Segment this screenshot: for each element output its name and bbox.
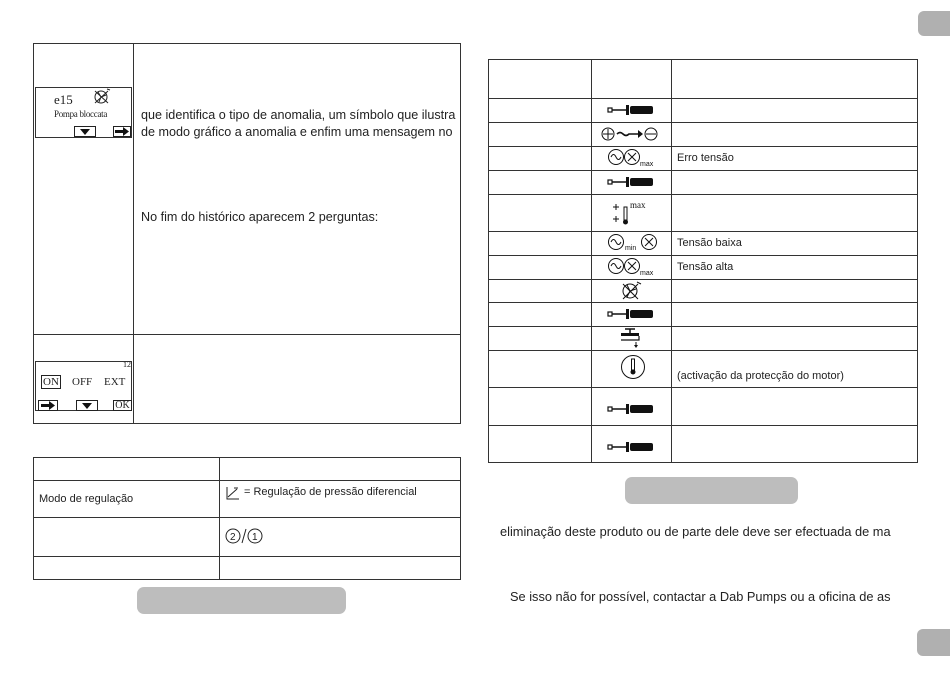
alarm-row-sep [488, 255, 918, 256]
svg-text:1: 1 [252, 532, 258, 543]
alarm-row-sep [488, 387, 918, 388]
down-key[interactable] [74, 126, 96, 137]
differential-pressure-icon [226, 486, 240, 500]
down-key-2[interactable] [76, 400, 98, 411]
min-label: min [625, 245, 637, 252]
alarm-row-sep [488, 170, 918, 171]
lcd-history-display [35, 87, 132, 138]
voltage-min-icon [607, 233, 659, 253]
svg-text:max: max [630, 200, 646, 210]
alarm-row-sep [488, 98, 918, 99]
alarm-row-sep [488, 146, 918, 147]
error-message: Pompa bloccata [54, 109, 108, 119]
section-header-pill-left [137, 587, 346, 614]
regulation-mode-value: = Regulação de pressão diferencial [244, 486, 417, 498]
settings-table-divider [219, 457, 220, 580]
triangle-down-icon [77, 401, 97, 410]
alarm-table-divider-2 [671, 59, 672, 463]
alarm-table-divider-1 [591, 59, 592, 463]
settings-table [33, 457, 461, 580]
settings-row-sep-1 [33, 480, 461, 481]
disposal-text-line1: eliminação deste produto ou de parte dele deve ser efectuada de ma [500, 524, 891, 539]
fan-crossed-icon [92, 88, 112, 105]
option-off[interactable]: OFF [72, 376, 93, 388]
option-ext[interactable]: EXT [104, 376, 126, 388]
plug-icon [607, 104, 655, 116]
right-key[interactable] [113, 126, 131, 137]
settings-row-sep-3 [33, 556, 461, 557]
plug-icon [607, 176, 655, 188]
max-label: max [640, 270, 654, 277]
history-description-line3: No fim do histórico aparecem 2 perguntas: [141, 210, 379, 224]
alarm-row-sep [488, 302, 918, 303]
alarm-row-sep [488, 350, 918, 351]
section-header-pill-right [625, 477, 798, 504]
plug-icon [607, 308, 655, 320]
plug-icon [607, 441, 655, 453]
error-code: e15 [54, 92, 73, 107]
phase-sequence-icon [600, 125, 660, 143]
option-on[interactable]: ON [43, 376, 59, 388]
alarm-row-sep [488, 326, 918, 327]
history-table-divider [133, 43, 134, 424]
alarm-row-sep [488, 194, 918, 195]
alarm-row-sep [488, 279, 918, 280]
alarm-row-sep [488, 425, 918, 426]
alarm-text-low-voltage: Tensão baixa [677, 237, 742, 249]
regulation-mode-label: Modo de regulação [39, 493, 134, 505]
right-key-2[interactable] [38, 400, 58, 411]
history-table-row-separator [33, 334, 461, 335]
max-label: max [640, 161, 654, 168]
history-description-line1: que identifica o tipo de anomalia, um símbolo que ilustra [141, 108, 456, 122]
voltage-max-icon [607, 148, 659, 168]
settings-row-sep-2 [33, 517, 461, 518]
history-description-line2: de modo gráfico a anomalia e enfim uma mensagem no [141, 125, 453, 139]
plug-icon [607, 403, 655, 415]
alarm-row-sep [488, 231, 918, 232]
voltage-max-icon [607, 257, 659, 277]
alarm-text-high-voltage: Tensão alta [677, 261, 734, 273]
temperature-max-icon [611, 199, 655, 227]
alarm-row-sep [488, 122, 918, 123]
alarm-text-voltage-error: Erro tensão [677, 152, 734, 164]
disposal-text-line2: Se isso não for possível, contactar a Dab Pumps ou a oficina de as [510, 589, 891, 604]
fan-crossed-icon [620, 280, 642, 302]
svg-text:2: 2 [230, 532, 236, 543]
ok-key[interactable]: OK [113, 400, 132, 411]
pump-selection-icon [225, 527, 263, 545]
thermometer-icon [620, 354, 646, 380]
triangle-down-icon [75, 127, 95, 136]
lcd-reset-display [35, 361, 132, 411]
tap-icon [619, 327, 645, 349]
arrow-right-icon [39, 401, 57, 410]
page-edge-tab-bottom [917, 629, 950, 656]
lcd-corner-number: 12 [123, 360, 131, 369]
page-edge-tab-top [918, 11, 950, 36]
arrow-right-icon [114, 127, 130, 136]
alarm-text-motor-protection: (activação da protecção do motor) [677, 370, 844, 382]
